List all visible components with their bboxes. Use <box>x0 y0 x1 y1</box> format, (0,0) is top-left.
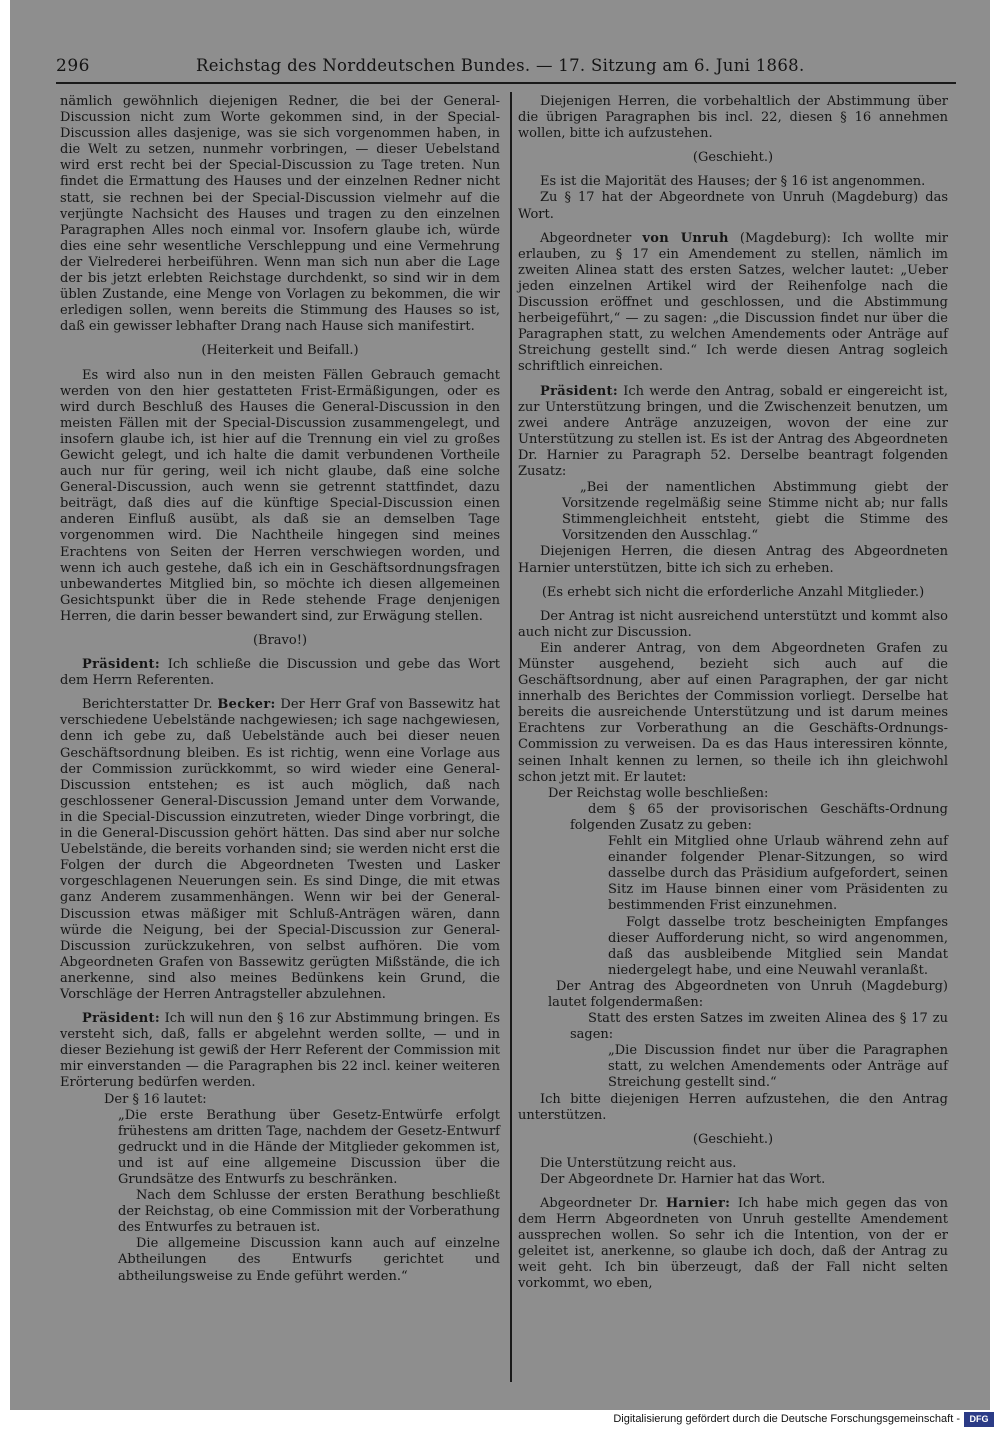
speech <box>60 1011 500 1091</box>
paragraph: Der Antrag ist nicht ausreichend unterstützt und kommt also auch nicht zur Discussion. <box>518 608 948 640</box>
interjection: (Bravo!) <box>252 633 308 648</box>
quoted-motion: „Die Discussion findet nur über die Paragraphen statt, zu welchen Amendements oder Anträge auf Streichung gestellt sind.“ <box>608 1043 948 1091</box>
speech-text: (Magdeburg): Ich wollte mir erlauben, zu § 17 ein Amendement zu stellen, nämlich im zweiten Alinea statt des ersten Satzes, welcher lautet: „Ueber jeden einzelnen Artikel wird der Reihenfolge nach die Discussion eröffnet und geschlossen, und die Abstimmung herbeigeführt,“ — zu sagen: „die Discussion findet nur über die Paragraphen statt, zu welchen Amendements oder Anträge auf Streichung gestellt sind.“ Ich werde diesen Antrag sogleich schriftlich einreichen. <box>518 230 948 375</box>
paragraph: Diejenigen Herren, die diesen Antrag des Abgeordneten Harnier unterstützen, bitte ich sich zu erheben. <box>518 544 948 576</box>
paragraph: Der Antrag des Abgeordneten von Unruh (Magdeburg) lautet folgendermaßen: <box>548 978 948 1010</box>
speech-text: Ich werde den Antrag, sobald er eingereicht ist, zur Unterstützung bringen, und die Zwischenzeit benutzen, um zwei andere Anträge anzuzeigen, wovon der eine zur Unterstützung zu stellen ist. Es ist der Antrag des Abgeordneten Dr. Harnier zu Paragraph 52. Derselbe beantragt folgenden Zusatz: <box>518 383 948 479</box>
speaker-name: Präsident: <box>82 657 160 673</box>
quoted-law-text: Nach dem Schlusse der ersten Berathung beschließt der Reichstag, ob eine Commission mit der Vorberathung des Entwurfes zu betrauen ist. <box>118 1188 500 1236</box>
speech <box>60 657 500 689</box>
speech-text: Ich schließe die Discussion und gebe das Wort dem Herrn Referenten. <box>60 657 500 689</box>
paragraph: Die Unterstützung reicht aus. <box>540 1155 737 1171</box>
paragraph: Der § 16 lautet: <box>104 1091 207 1107</box>
interjection: (Heiterkeit und Beifall.) <box>201 343 359 359</box>
speaker-name: von Unruh <box>642 230 729 246</box>
speaker-title: Abgeordneter <box>540 230 632 246</box>
dfg-logo: DFG <box>964 1412 994 1427</box>
paragraph: Zu § 17 hat der Abgeordnete von Unruh (Magdeburg) das Wort. <box>518 190 948 222</box>
left-column <box>60 94 500 1285</box>
header-rule <box>56 82 956 84</box>
speaker-name: Präsident: <box>540 383 618 399</box>
interjection: (Geschieht.) <box>692 150 774 166</box>
paragraph: Der Reichstag wolle beschließen: <box>548 785 769 801</box>
paragraph: Es ist die Majorität des Hauses; der § 16 ist angenommen. <box>540 174 926 190</box>
interjection: (Geschieht.) <box>692 1131 774 1147</box>
quoted-motion: Fehlt ein Mitglied ohne Urlaub während zehn auf einander folgender Plenar-Sitzungen, so wird dasselbe durch das Präsidium aufgefordert, seinen Sitz im Hause binnen einer vom Präsidenten zu bestimmenden Frist einzunehmen. <box>608 834 948 914</box>
page-number: 296 <box>56 56 90 76</box>
speaker-name: Becker: <box>217 697 276 713</box>
scanned-page <box>10 0 990 1410</box>
running-head <box>56 56 956 80</box>
speech-text: Der Herr Graf von Bassewitz hat verschiedene Uebelstände nachgewiesen; ich sage nachgewiesen, denn ich gebe zu, daß Uebelstände auch bei dieser neuen Geschäftsordnung bleiben. Es ist richtig, wenn eine Vorlage aus der Commission zurückkommt, so wird wieder eine General-Discussion entstehen; es ist auch möglich, daß nach geschlossener General-Discussion Jemand unter dem Vorwande, in die Special-Discussion einzutreten, wieder Dinge vorbringt, die in die General-Discussion gehört hätten. Das sind aber nur solche Uebelstände, die bereits vorhanden sind; sie werden nicht erst die Folgen der durch die Abgeordneten Twesten und Lasker vorgeschlagenen Neuerungen sein. Es sind Dinge, die mit etwas ganz Anderem zusammenhängen. Wenn wir bei der General-Discussion etwas mäßiger mit Schluß-Anträgen wären, dann würde die Neigung, bei der Special-Discussion zur General-Discussion zurückzukehren, von selbst aufhören. Die vom Abgeordneten Grafen von Bassewitz gerügten Mißstände, die ich anerkenne, sind also meines Bedünkens kein Grund, die Vorschläge der Herren Antragsteller abzulehnen. <box>60 697 500 1002</box>
speech-text: Ich habe mich gegen das von dem Herrn Abgeordneten von Unruh gestellte Amendement aussprechen wollen. So sehr ich die Intention, von der er geleitet ist, anerkenne, so glaube ich doch, daß der Antrag zu weit geht. Ich bin überzeugt, daß der Fall nicht selten vorkommt, wo eben, <box>518 1196 948 1292</box>
speech <box>518 384 948 481</box>
interjection: (Es erhebt sich nicht die erforderliche Anzahl Mitglieder.) <box>541 584 925 600</box>
funding-notice: Digitalisierung gefördert durch die Deutsche Forschungsgemeinschaft - <box>613 1413 960 1425</box>
speaker-title: Berichterstatter Dr. <box>82 697 213 713</box>
right-column <box>518 94 948 1293</box>
speech-text: Ich will nun den § 16 zur Abstimmung bringen. Es versteht sich, daß, falls er abgelehnt werden sollte, — und in dieser Beziehung ist gewiß der Herr Referent der Commission mit mir einverstanden — die Paragraphen bis 22 incl. keiner weiteren Erörterung bedürfen werden. <box>60 1011 501 1091</box>
quoted-law-text: Die allgemeine Discussion kann auch auf einzelne Abtheilungen des Entwurfs gerichtet und abtheilungsweise zu Ende geführt werden.“ <box>118 1236 500 1284</box>
quoted-motion: „Bei der namentlichen Abstimmung giebt der Vorsitzende regelmäßig seine Stimme nicht ab; nur falls Stimmengleichheit entsteht, giebt die Stimme des Vorsitzenden den Ausschlag.“ <box>562 480 948 544</box>
paragraph: nämlich gewöhnlich diejenigen Redner, die bei der General-Discussion nicht zum Worte gekommen sind, in der Special-Discussion alles dasjenige, was sie sich vorgenommen haben, in die Welt zu setzen, nunmehr vorbringen, — dieser Uebelstand wird erst recht bei der Special-Discussion zu Tage treten. Nun findet die Ermattung des Hauses und der einzelnen Redner nicht statt, sie rechnen bei der Special-Discussion vielmehr auf die verjüngte Nachsicht des Hauses und tragen zu den einzelnen Paragraphen Alles noch einmal vor. Insofern glaube ich, würde dies eine sehr wesentliche Verschleppung und eine Vermehrung der Vielrederei herbeiführen. Wenn man sich nun aber die Lage der bis jetzt erlebten Reichstage durchdenkt, so sind wir in dem üblen Zustande, eine Menge von Vorlagen zu bekommen, die wir erledigen sollen, wenn bereits die Stimmung des Hauses so ist, daß ein gewisser lebhafter Drang nach Hause sich manifestirt. <box>60 94 500 335</box>
paragraph: Es wird also nun in den meisten Fällen Gebrauch gemacht werden von den hier gestatteten Frist-Ermäßigungen, oder es wird durch Beschluß des Hauses die General-Discussion in den meisten Fällen mit der Special-Discussion zusammengelegt, und insofern glaube ich, ist hier auf die Trennung ein viel zu großes Gewicht gelegt, und ich halte die damit verbundenen Vortheile auch nur für gering, weil ich nicht glaube, daß eine solche General-Discussion, auch wenn sie getrennt stattfindet, dazu beiträgt, daß dies auf die künftige Special-Discussion einen anderen Einfluß ausübt, als daß sie an demselben Tage vorgenommen wird. Die Nachtheile hingegen sind meines Erachtens von Seiten der Herren verschwiegen worden, und wenn ich auch gestehe, daß ich ein in Geschäftsordnungsfragen unbewandertes Mitglied bin, so möchte ich diesen allgemeinen Gesichtspunkt über die in Rede stehende Frage denjenigen Herren, die darin besser bewandert sind, zur Erwägung stellen. <box>60 367 500 624</box>
column-divider <box>510 92 512 1382</box>
speaker-title: Abgeordneter Dr. <box>540 1196 659 1211</box>
speech <box>518 231 948 376</box>
paragraph: Der Abgeordnete Dr. Harnier hat das Wort. <box>540 1171 826 1187</box>
speaker-name: Harnier: <box>665 1196 731 1211</box>
quoted-motion: Statt des ersten Satzes im zweiten Alinea des § 17 zu sagen: <box>570 1011 948 1043</box>
quoted-motion: dem § 65 der provisorischen Geschäfts-Ordnung folgenden Zusatz zu geben: <box>570 801 948 833</box>
speaker-name: Präsident: <box>82 1011 160 1027</box>
speech <box>60 697 500 1003</box>
paragraph: Ich bitte diejenigen Herren aufzustehen, die den Antrag unterstützen. <box>518 1091 948 1123</box>
paragraph: Ein anderer Antrag, von dem Abgeordneten Grafen zu Münster ausgehend, bezieht sich auch auf die Geschäftsordnung, aber auf einen Paragraphen, der gar nicht innerhalb des Berichtes der Commission vorliegt. Derselbe hat bereits die ausreichende Unterstützung und ist darum meines Erachtens zur Vorberathung an die Geschäfts-Ordnungs-Commission zu verweisen. Da es das Haus interessiren könnte, seinen Inhalt kennen zu lernen, so theile ich ihn gleichwohl schon jetzt mit. Er lautet: <box>518 640 948 785</box>
quoted-law-text: „Die erste Berathung über Gesetz-Entwürfe erfolgt frühestens am dritten Tage, nachdem der Gesetz-Entwurf gedruckt und in die Hände der Mitglieder gekommen ist, und ist auf eine allgemeine Discussion über die Grundsätze des Entwurfs zu beschränken. <box>118 1107 500 1187</box>
speech <box>518 1196 948 1293</box>
running-title: Reichstag des Norddeutschen Bundes. — 17. Sitzung am 6. Juni 1868. <box>196 56 805 75</box>
footer-bar <box>0 1410 1000 1432</box>
paragraph: Diejenigen Herren, die vorbehaltlich der Abstimmung über die übrigen Paragraphen bis incl. 22, diesen § 16 annehmen wollen, bitte ich aufzustehen. <box>518 94 948 142</box>
quoted-motion: Folgt dasselbe trotz bescheinigten Empfanges dieser Aufforderung nicht, so wird angenommen, daß das ausbleibende Mitglied sein Mandat niedergelegt habe, und eine Neuwahl veranlaßt. <box>608 914 948 978</box>
